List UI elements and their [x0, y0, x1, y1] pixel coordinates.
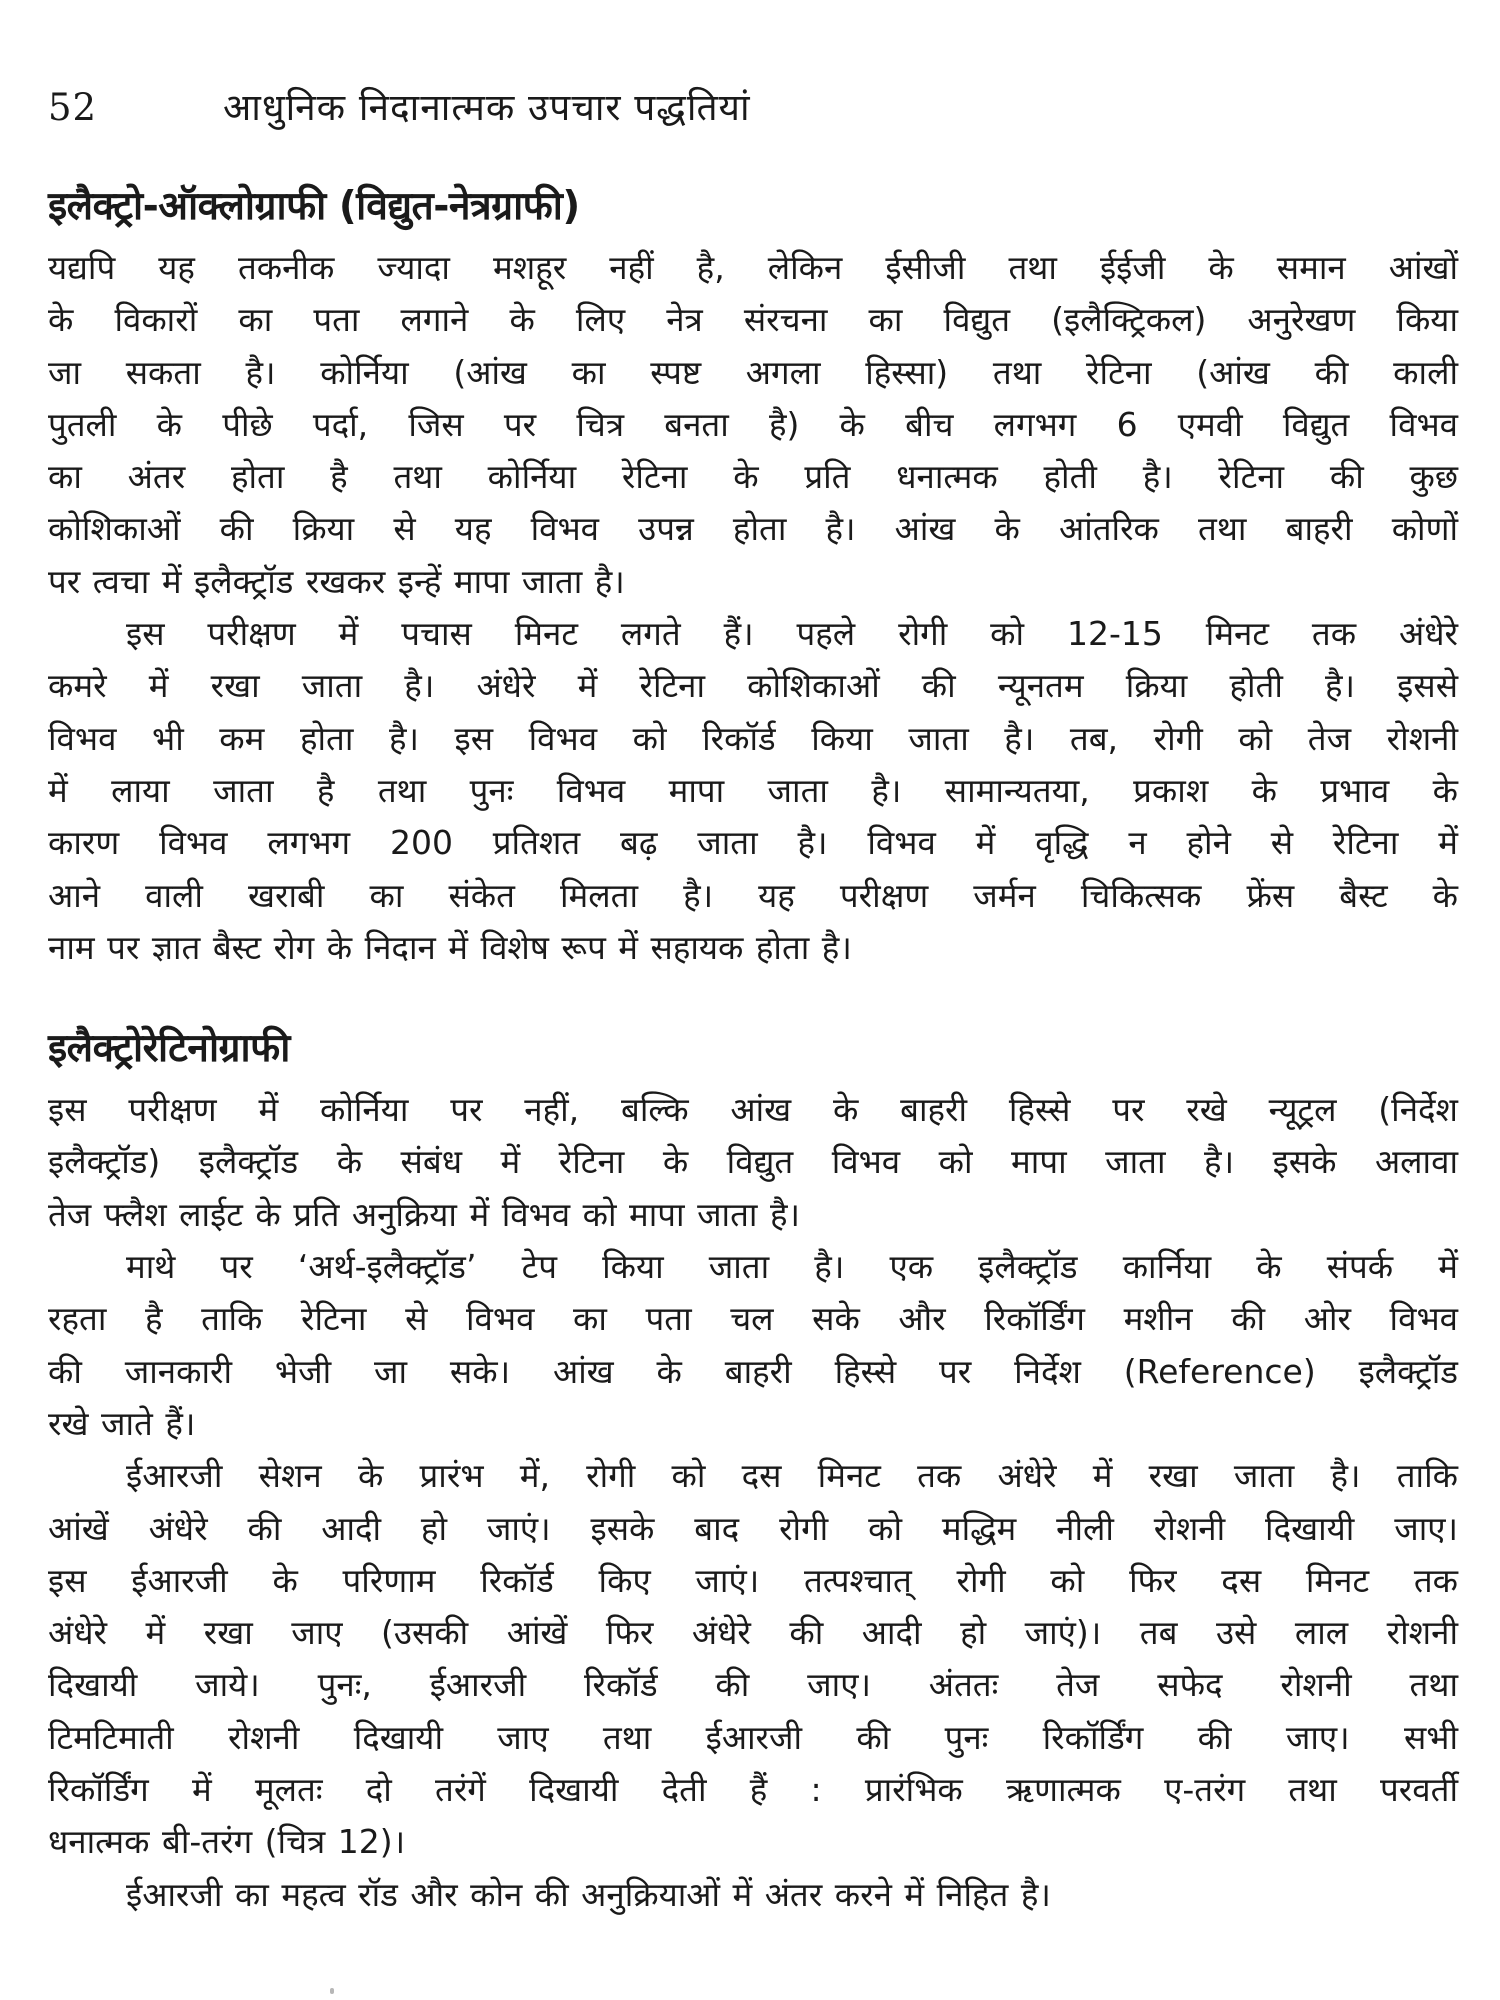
text-line: नाम पर ज्ञात बैस्ट रोग के निदान में विशेष रूप में सहायक होता है।: [48, 927, 852, 967]
text-line: टिमटिमाती रोशनी दिखायी जाए तथा ईआरजी की पुनः रिकॉर्डिंग की जाए। सभी: [48, 1717, 1458, 1757]
text-line: इस परीक्षण में कोर्निया पर नहीं, बल्कि आंख के बाहरी हिस्से पर रखे न्यूट्रल (निर्देश: [48, 1090, 1458, 1130]
text-line: आंखें अंधेरे की आदी हो जाएं। इसके बाद रोगी को मद्धिम नीली रोशनी दिखायी जाए।: [48, 1508, 1458, 1548]
running-header: [48, 86, 1458, 130]
paragraph: [48, 1084, 1458, 1241]
section-electro-oculography: [48, 182, 1458, 974]
text-line: दिखायी जाये। पुनः, ईआरजी रिकॉर्ड की जाए। अंततः तेज सफेद रोशनी तथा: [48, 1665, 1458, 1705]
page-content: [48, 86, 1458, 1921]
text-line: इलैक्ट्रॉड) इलैक्ट्रॉड के संबंध में रेटिना के विद्युत विभव को मापा जाता है। इसके अलावा: [48, 1142, 1458, 1182]
text-line: रखे जाते हैं।: [48, 1403, 196, 1443]
text-line: विभव भी कम होता है। इस विभव को रिकॉर्ड किया जाता है। तब, रोगी को तेज रोशनी: [48, 718, 1458, 758]
page-number: 52: [48, 86, 98, 129]
section-heading: इलैक्ट्रोरेटिनोग्राफी: [48, 1026, 290, 1072]
text-line: कमरे में रखा जाता है। अंधेरे में रेटिना कोशिकाओं की न्यूनतम क्रिया होती है। इससे: [48, 666, 1458, 706]
text-line: अंधेरे में रखा जाए (उसकी आंखें फिर अंधेरे की आदी हो जाएं)। तब उसे लाल रोशनी: [48, 1613, 1458, 1653]
text-line: आने वाली खराबी का संकेत मिलता है। यह परीक्षण जर्मन चिकित्सक फ्रेंस बैस्ट के: [48, 875, 1458, 915]
text-line: कारण विभव लगभग 200 प्रतिशत बढ़ जाता है। विभव में वृद्धि न होने से रेटिना में: [48, 823, 1458, 863]
text-line: इस ईआरजी के परिणाम रिकॉर्ड किए जाएं। तत्पश्चात् रोगी को फिर दस मिनट तक: [48, 1560, 1458, 1600]
section-heading: इलैक्ट्रो-ऑक्लोग्राफी (विद्युत-नेत्रग्राफी): [48, 184, 580, 229]
text-line: पुतली के पीछे पर्दा, जिस पर चित्र बनता है) के बीच लगभग 6 एमवी विद्युत विभव: [48, 404, 1458, 444]
text-line: ईआरजी का महत्व रॉड और कोन की अनुक्रियाओं में अंतर करने में निहित है।: [126, 1874, 1051, 1914]
section-spacer: [48, 974, 1458, 1024]
text-line: इस परीक्षण में पचास मिनट लगते हैं। पहले रोगी को 12-15 मिनट तक अंधेरे: [126, 614, 1458, 654]
text-line: की जानकारी भेजी जा सके। आंख के बाहरी हिस्से पर निर्देश (Reference) इलैक्ट्रॉड: [48, 1351, 1458, 1391]
text-line: पर त्वचा में इलैक्ट्रॉड रखकर इन्हें मापा जाता है।: [48, 561, 625, 601]
paragraph: [48, 608, 1458, 974]
paragraph: [48, 1241, 1458, 1450]
text-line: जा सकता है। कोर्निया (आंख का स्पष्ट अगला हिस्सा) तथा रेटिना (आंख की काली: [48, 352, 1458, 392]
text-line: तेज फ्लैश लाईट के प्रति अनुक्रिया में विभव को मापा जाता है।: [48, 1194, 800, 1234]
paragraph: [48, 1450, 1458, 1868]
scan-mark: [330, 1988, 334, 1994]
text-line: ईआरजी सेशन के प्रारंभ में, रोगी को दस मिनट तक अंधेरे में रखा जाता है। ताकि: [126, 1456, 1458, 1496]
text-line: यद्यपि यह तकनीक ज्यादा मशहूर नहीं है, लेकिन ईसीजी तथा ईईजी के समान आंखों: [48, 248, 1458, 287]
text-line: में लाया जाता है तथा पुनः विभव मापा जाता है। सामान्यतया, प्रकाश के प्रभाव के: [48, 770, 1458, 810]
paragraph: [48, 242, 1458, 608]
section-electroretinography: [48, 1024, 1458, 1921]
text-line: का अंतर होता है तथा कोर्निया रेटिना के प्रति धनात्मक होती है। रेटिना की कुछ: [48, 457, 1458, 497]
text-line: रिकॉर्डिंग में मूलतः दो तरंगें दिखायी देती हैं : प्रारंभिक ऋणात्मक ए-तरंग तथा परवर्ती: [48, 1770, 1458, 1810]
text-line: कोशिकाओं की क्रिया से यह विभव उपन्न होता है। आंख के आंतरिक तथा बाहरी कोणों: [48, 509, 1458, 549]
text-line: माथे पर ‘अर्थ-इलैक्ट्रॉड’ टेप किया जाता है। एक इलैक्ट्रॉड कार्निया के संपर्क में: [126, 1247, 1458, 1287]
book-title: आधुनिक निदानात्मक उपचार पद्धतियां: [223, 86, 751, 129]
text-line: के विकारों का पता लगाने के लिए नेत्र संरचना का विद्युत (इलैक्ट्रिकल) अनुरेखण किया: [48, 300, 1458, 340]
text-line: धनात्मक बी-तरंग (चित्र 12)।: [48, 1822, 406, 1862]
paragraph: [48, 1869, 1458, 1921]
text-line: रहता है ताकि रेटिना से विभव का पता चल सके और रिकॉर्डिंग मशीन की ओर विभव: [48, 1299, 1458, 1339]
